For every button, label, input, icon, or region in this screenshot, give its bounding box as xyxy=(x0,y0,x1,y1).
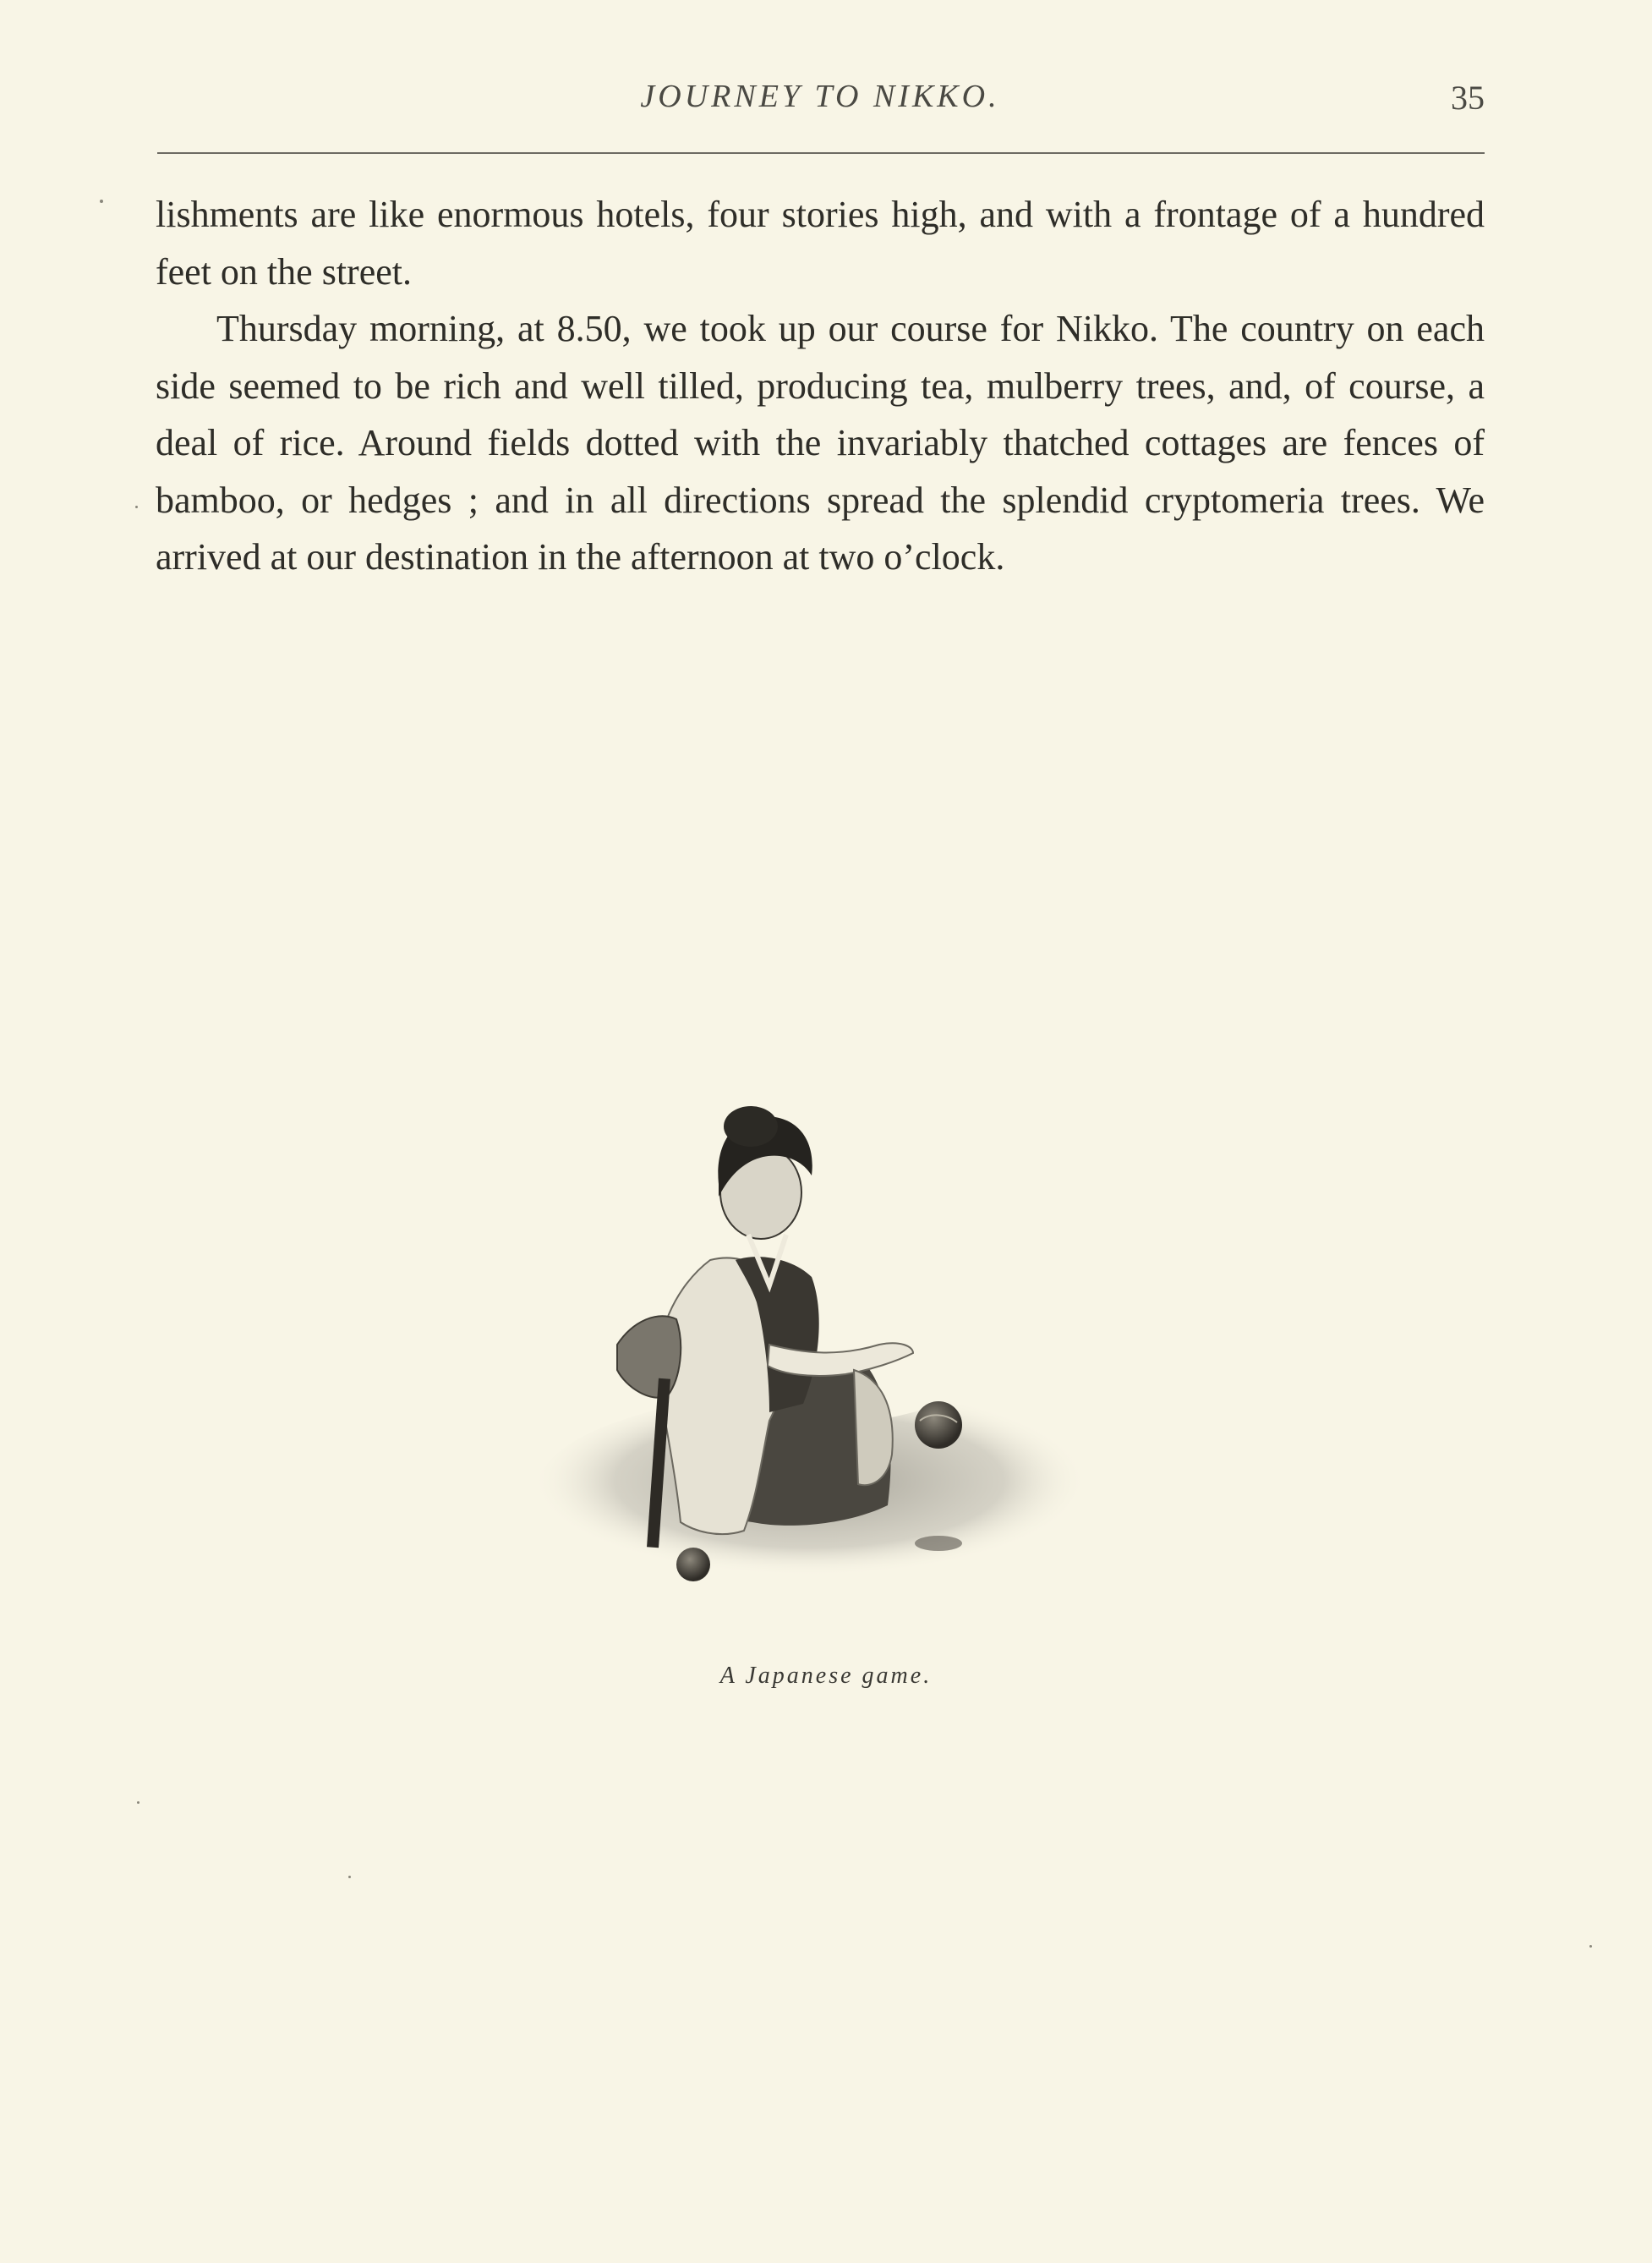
running-head xyxy=(156,74,1485,117)
obi-bow xyxy=(617,1316,681,1397)
paper-speck xyxy=(1589,1945,1592,1948)
page-number: 35 xyxy=(1451,79,1485,117)
paper-speck xyxy=(137,1801,139,1804)
paper-speck xyxy=(100,200,103,203)
knee xyxy=(854,1370,893,1485)
running-title: JOURNEY TO NIKKO. xyxy=(640,79,1000,114)
hair-bun xyxy=(724,1106,778,1147)
ball-shadow xyxy=(915,1536,962,1551)
paragraph-thursday: Thursday morning, at 8.50, we took up our course for Nikko. The country on each side seemed to be rich and well tilled, producing tea, mulberry trees, and, of course, a deal of rice. Around fields dotted with the invariably thatched cottages are fences of bamboo, or hedges ; and in all directions spread the splendid cryptomeria trees. We arrived at our destination in the afternoon at two o’clock. xyxy=(156,308,1485,578)
header-rule xyxy=(157,152,1485,154)
ground-ball xyxy=(676,1548,710,1581)
illustration-japanese-game xyxy=(516,981,1108,1658)
floating-ball xyxy=(915,1401,962,1449)
paragraph-continued: lishments are like enormous hotels, four stories high, and with a frontage of a hundred feet on the street. xyxy=(156,194,1485,293)
paper-speck xyxy=(348,1876,351,1878)
body-text xyxy=(156,186,1485,586)
figure-caption: A Japanese game. xyxy=(719,1663,933,1689)
paper-speck xyxy=(135,506,138,508)
